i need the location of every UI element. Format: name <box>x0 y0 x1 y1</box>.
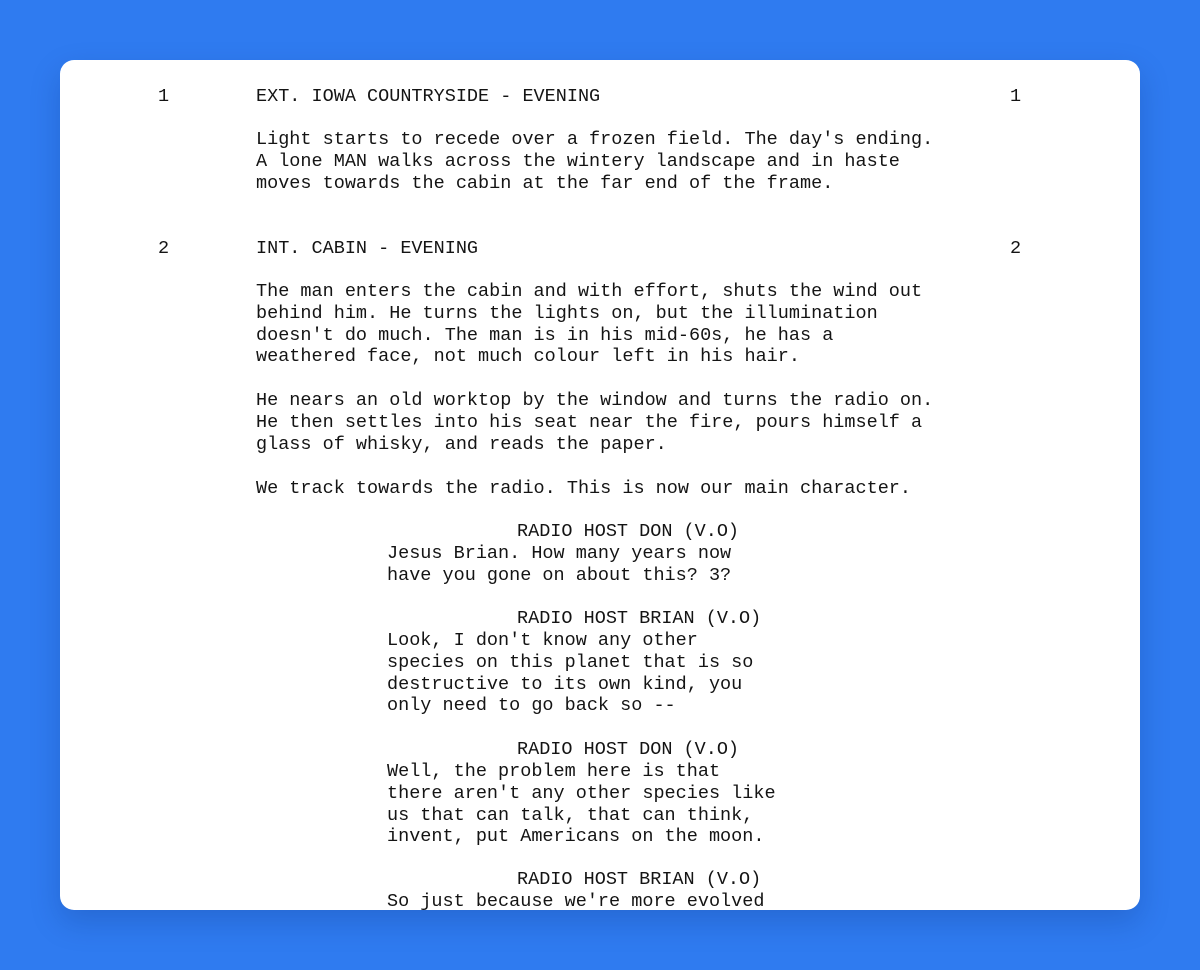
character-cue: RADIO HOST BRIAN (V.O) <box>517 869 762 890</box>
screenplay-card <box>60 60 1140 910</box>
action-paragraph <box>256 390 1056 455</box>
action-line: The man enters the cabin and with effort, shuts the wind out <box>256 281 923 302</box>
character-cue: RADIO HOST BRIAN (V.O) <box>517 608 762 629</box>
screenplay-page <box>60 60 1140 910</box>
dialogue-line: Look, I don't know any other <box>387 630 698 651</box>
dialogue-line: destructive to its own kind, you <box>387 673 743 695</box>
dialogue-line: have you gone on about this? 3? <box>387 564 732 586</box>
character-cue: RADIO HOST DON (V.O) <box>517 521 740 542</box>
dialogue-block <box>387 761 887 848</box>
dialogue-line: Jesus Brian. How many years now <box>387 543 732 564</box>
dialogue-block <box>387 891 887 910</box>
dialogue-line: there aren't any other species like <box>387 782 776 804</box>
dialogue-line: Well, the problem here is that <box>387 761 721 782</box>
action-line: We track towards the radio. This is now our main character. <box>256 478 912 499</box>
dialogue-block <box>387 630 887 717</box>
dialogue-line: invent, put Americans on the moon. <box>387 826 765 848</box>
action-line: He nears an old worktop by the window and turns the radio on. <box>256 390 934 411</box>
dialogue-line: So just because we're more evolved <box>387 891 765 910</box>
action-line: moves towards the cabin at the far end of the frame. <box>256 172 834 194</box>
action-line: He then settles into his seat near the fire, pours himself a <box>256 411 923 433</box>
character-cue: RADIO HOST DON (V.O) <box>517 739 740 760</box>
action-line: Light starts to recede over a frozen field. The day's ending. <box>256 129 934 150</box>
scene-heading: EXT. IOWA COUNTRYSIDE - EVENING <box>256 86 601 107</box>
dialogue-line: only need to go back so -- <box>387 695 676 717</box>
action-line: glass of whisky, and reads the paper. <box>256 433 667 455</box>
dialogue-line: species on this planet that is so <box>387 651 754 673</box>
action-line: doesn't do much. The man is in his mid-60s, he has a <box>256 324 834 346</box>
action-line: behind him. He turns the lights on, but the illumination <box>256 302 878 324</box>
dialogue-block <box>387 543 887 587</box>
dialogue-line: us that can talk, that can think, <box>387 804 754 826</box>
scene-number-right: 1 <box>1010 86 1022 107</box>
action-paragraph <box>256 478 1056 500</box>
scene-number-left: 2 <box>158 238 170 259</box>
scene-heading: INT. CABIN - EVENING <box>256 238 479 259</box>
scene-number-right: 2 <box>1010 238 1022 259</box>
action-line: weathered face, not much colour left in his hair. <box>256 346 800 368</box>
action-line: A lone MAN walks across the wintery landscape and in haste <box>256 150 900 172</box>
action-paragraph <box>256 129 1056 194</box>
action-paragraph <box>256 281 1056 368</box>
scene-number-left: 1 <box>158 86 170 107</box>
